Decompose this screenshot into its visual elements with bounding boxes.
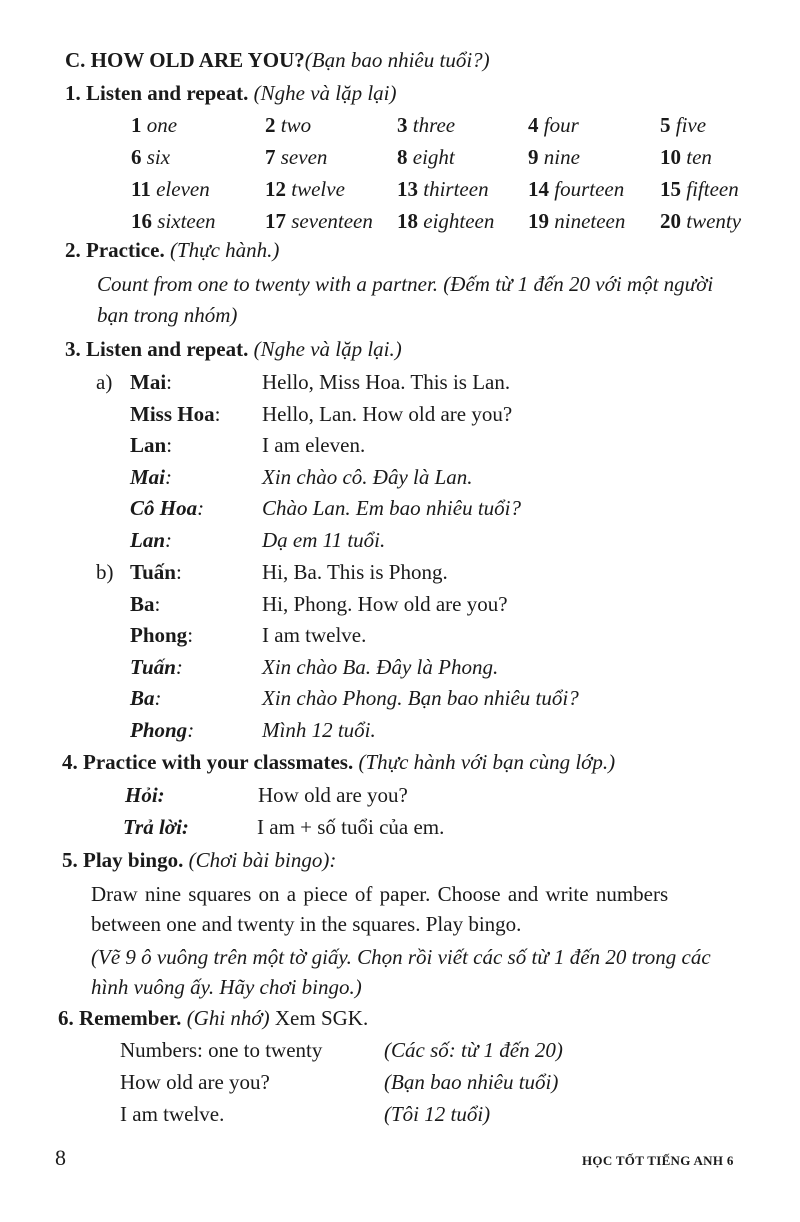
dialog-line: Dạ em 11 tuổi.: [262, 528, 386, 552]
exercise-title: Play bingo.: [83, 848, 184, 872]
exercise-number: 2.: [65, 238, 81, 262]
page-number: 8: [55, 1145, 66, 1170]
dialog-line: Xin chào cô. Đây là Lan.: [262, 464, 473, 489]
section-translation: (Bạn bao nhiêu tuổi?): [304, 48, 490, 72]
exercise-number: 3.: [65, 337, 81, 361]
number-digit: 4: [528, 113, 539, 137]
dialog-speaker: [130, 402, 220, 427]
number-word: thirteen: [423, 177, 489, 201]
number-item: [265, 177, 345, 202]
exercise-2-heading: [65, 238, 279, 263]
exercise-6-heading: [58, 1006, 368, 1031]
exercise-4-heading: [62, 750, 615, 775]
exercise-translation: (Ghi nhớ): [186, 1006, 270, 1030]
number-item: [131, 113, 177, 138]
number-item: [660, 177, 739, 202]
exercise-number: 5.: [62, 848, 78, 872]
number-digit: 13: [397, 177, 418, 201]
number-digit: 12: [265, 177, 286, 201]
dialog-speaker: [130, 370, 172, 395]
number-item: [660, 145, 712, 170]
number-item: [660, 209, 741, 234]
exercise-title: Practice with your classmates.: [83, 750, 354, 774]
dialog-speaker: [130, 592, 160, 617]
speaker-name: Tuấn: [130, 560, 176, 584]
dialog-line: Xin chào Ba. Đây là Phong.: [262, 654, 499, 679]
speaker-colon: :: [214, 401, 221, 426]
number-digit: 19: [528, 209, 549, 233]
number-item: [528, 209, 625, 234]
number-item: [397, 113, 455, 138]
number-digit: 3: [397, 113, 408, 137]
exercise-translation: (Chơi bài bingo):: [188, 848, 337, 872]
number-digit: 5: [660, 113, 671, 137]
exercise-5-text-line-1: Draw nine squares on a piece of paper. Choose and write numbers: [91, 882, 669, 906]
number-item: [397, 177, 489, 202]
dialog-speaker: [130, 686, 162, 711]
speaker-name: Mai: [130, 464, 166, 489]
number-word: fourteen: [554, 177, 625, 201]
question-label: Hỏi:: [125, 783, 165, 807]
number-word: twenty: [686, 209, 742, 233]
number-digit: 17: [265, 209, 286, 233]
remember-vietnamese: (Bạn bao nhiêu tuổi): [384, 1070, 559, 1094]
number-item: [265, 209, 373, 234]
exercise-title: Remember.: [79, 1006, 182, 1030]
number-word: three: [412, 113, 456, 137]
speaker-name: Phong: [130, 718, 188, 742]
number-word: eleven: [156, 177, 210, 201]
dialog-speaker: [130, 718, 194, 743]
speaker-name: Tuấn: [130, 654, 176, 679]
number-word: two: [280, 113, 312, 137]
speaker-colon: :: [197, 496, 205, 521]
exercise-translation: (Thực hành với bạn cùng lớp.): [358, 750, 616, 774]
number-item: [528, 113, 579, 138]
dialog-line: Hi, Phong. How old are you?: [262, 591, 508, 616]
speaker-colon: :: [154, 591, 161, 616]
number-digit: 14: [528, 177, 549, 201]
exercise-3-heading: [65, 337, 402, 362]
speaker-name: Mai: [130, 370, 167, 394]
number-digit: 10: [660, 145, 681, 169]
dialog-line: Hello, Miss Hoa. This is Lan.: [262, 370, 511, 394]
number-item: [660, 113, 706, 138]
number-digit: 16: [131, 209, 152, 233]
section-title: C. HOW OLD ARE YOU?: [65, 48, 305, 72]
exercise-5-text-line-2: between one and twenty in the squares. Play bingo.: [91, 912, 522, 936]
speaker-name: Ba: [130, 686, 155, 711]
number-item: [131, 209, 216, 234]
number-word: ten: [686, 145, 712, 169]
speaker-colon: :: [187, 718, 195, 742]
dialog-speaker: [130, 433, 172, 458]
number-digit: 18: [397, 209, 418, 233]
speaker-name: Cô Hoa: [130, 496, 198, 521]
exercise-reference: Xem SGK.: [274, 1006, 369, 1030]
number-digit: 6: [131, 145, 142, 169]
speaker-colon: :: [175, 560, 182, 584]
dialog-line: Hi, Ba. This is Phong.: [262, 560, 448, 584]
number-word: eighteen: [423, 209, 495, 233]
number-digit: 7: [265, 145, 276, 169]
speaker-colon: :: [175, 654, 183, 679]
exercise-number: 1.: [65, 81, 81, 105]
number-item: [131, 177, 210, 202]
number-word: sixteen: [157, 209, 216, 233]
speaker-name: Lan: [130, 433, 167, 458]
exercise-title: Listen and repeat.: [86, 337, 249, 361]
exercise-translation: (Nghe và lặp lại.): [253, 337, 402, 361]
exercise-number: 6.: [58, 1006, 74, 1030]
exercise-translation: (Thực hành.): [169, 238, 280, 262]
number-item: [528, 145, 580, 170]
question-text: How old are you?: [258, 783, 408, 807]
answer-label: Trả lời:: [123, 815, 189, 839]
dialog-speaker: [130, 465, 172, 490]
speaker-colon: :: [166, 370, 172, 394]
number-word: five: [675, 113, 707, 137]
number-digit: 8: [397, 145, 408, 169]
dialog-speaker: [130, 528, 172, 553]
number-digit: 20: [660, 209, 681, 233]
dialog-line: Hello, Lan. How old are you?: [262, 401, 513, 426]
exercise-5-translation-line-1: (Vẽ 9 ô vuông trên một tờ giấy. Chọn rồi viết các số từ 1 đến 20 trong các: [91, 945, 711, 969]
number-item: [265, 145, 327, 170]
number-word: six: [146, 145, 171, 169]
number-digit: 11: [131, 177, 151, 201]
dialog-speaker: [130, 560, 182, 585]
number-word: one: [146, 113, 178, 137]
number-word: twelve: [291, 177, 345, 201]
book-title: HỌC TỐT TIẾNG ANH 6: [582, 1153, 734, 1168]
number-digit: 15: [660, 177, 681, 201]
remember-vietnamese: (Các số: từ 1 đến 20): [384, 1038, 563, 1062]
number-item: [131, 145, 170, 170]
speaker-name: Phong: [130, 623, 188, 648]
speaker-colon: :: [165, 528, 173, 552]
dialog-line: Chào Lan. Em bao nhiêu tuổi?: [262, 496, 522, 521]
number-word: nineteen: [554, 209, 626, 233]
dialog-line: Xin chào Phong. Bạn bao nhiêu tuổi?: [262, 686, 579, 711]
dialog-speaker: [130, 655, 183, 680]
remember-english: I am twelve.: [120, 1102, 225, 1126]
section-heading: [65, 48, 490, 73]
exercise-5-heading: [62, 848, 336, 873]
exercise-2-text-line-1: Count from one to twenty with a partner. (Đếm từ 1 đến 20 với một người: [97, 272, 714, 296]
remember-english: Numbers: one to twenty: [120, 1038, 323, 1062]
number-word: four: [543, 113, 579, 137]
number-digit: 2: [265, 113, 276, 137]
speaker-name: Ba: [130, 591, 155, 616]
speaker-colon: :: [154, 686, 162, 711]
speaker-colon: :: [187, 623, 194, 648]
dialog-line: I am eleven.: [262, 433, 366, 458]
number-word: seventeen: [291, 209, 373, 233]
exercise-title: Listen and repeat.: [86, 81, 249, 105]
speaker-name: Lan: [130, 528, 166, 552]
dialog-speaker: [130, 623, 193, 648]
dialog-b-label: b): [96, 560, 114, 584]
answer-text: I am + số tuổi của em.: [257, 815, 445, 839]
number-item: [265, 113, 311, 138]
dialog-a-label: a): [96, 370, 113, 394]
number-word: seven: [280, 145, 328, 169]
number-word: eight: [412, 145, 455, 169]
dialog-line: I am twelve.: [262, 623, 367, 648]
remember-vietnamese: (Tôi 12 tuổi): [384, 1102, 491, 1126]
remember-english: How old are you?: [120, 1070, 270, 1094]
exercise-1-heading: [65, 81, 397, 106]
exercise-translation: (Nghe và lặp lại): [253, 81, 397, 105]
number-word: nine: [543, 145, 580, 169]
exercise-2-text-line-2: bạn trong nhóm): [97, 303, 238, 327]
speaker-name: Miss Hoa: [130, 401, 215, 426]
exercise-title: Practice.: [86, 238, 165, 262]
number-item: [397, 145, 455, 170]
number-word: fifteen: [686, 177, 739, 201]
number-item: [528, 177, 624, 202]
dialog-speaker: [130, 496, 204, 521]
exercise-5-translation-line-2: hình vuông ấy. Hãy chơi bingo.): [91, 975, 362, 999]
exercise-number: 4.: [62, 750, 78, 774]
speaker-colon: :: [166, 433, 173, 458]
speaker-colon: :: [165, 464, 173, 489]
number-digit: 9: [528, 145, 539, 169]
number-item: [397, 209, 494, 234]
dialog-line: Mình 12 tuổi.: [262, 718, 376, 742]
number-digit: 1: [131, 113, 142, 137]
